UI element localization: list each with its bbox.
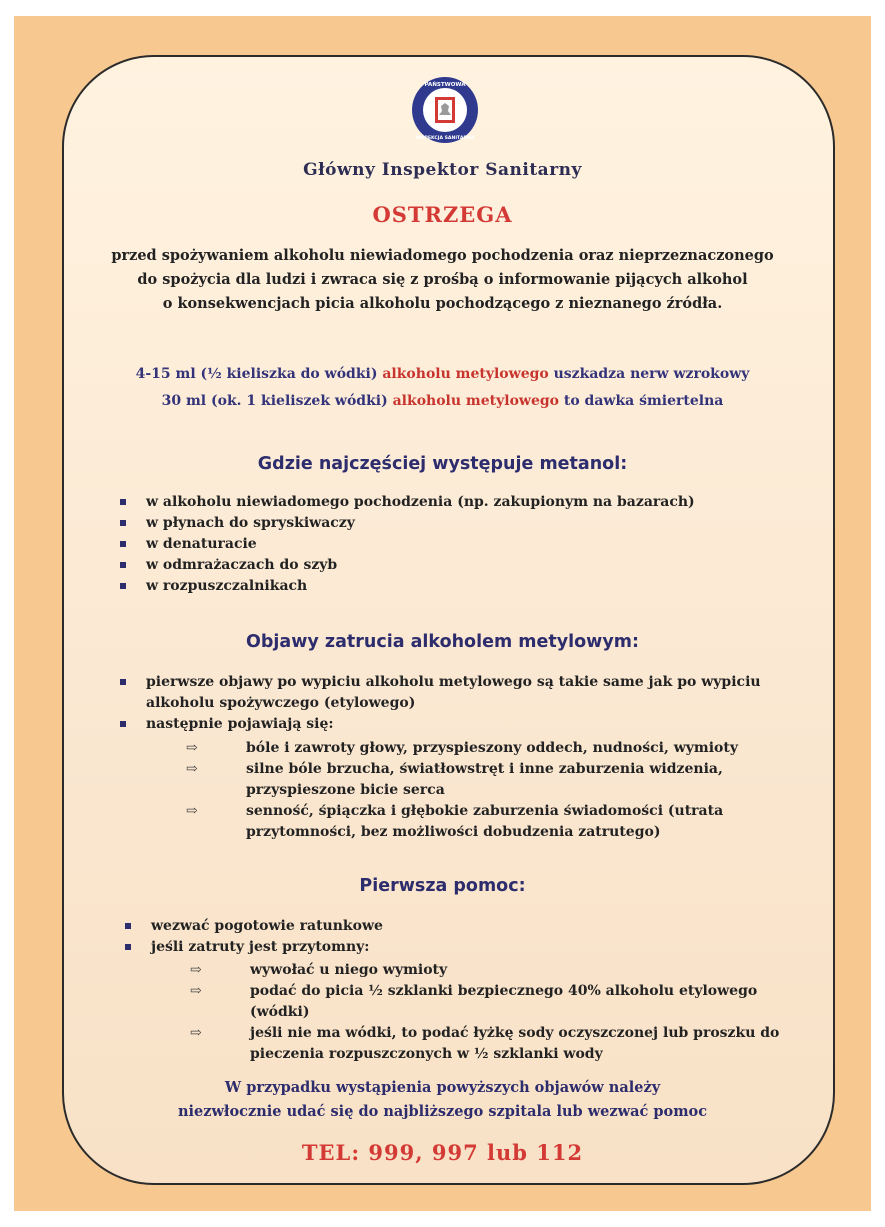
sub-list-item — [150, 1023, 815, 1065]
arrow-right-icon: ⇨ — [190, 1025, 202, 1041]
sub-item-text: wywołać u niego wymioty — [250, 962, 448, 978]
footer-instructions — [0, 1076, 885, 1124]
first-aid-list — [125, 916, 815, 958]
sub-item-text: jeśli nie ma wódki, to podać łyżkę sody oczyszczonej lub proszku do pieczenia rozpuszczonych w ½ szklanki wody — [250, 1025, 780, 1062]
symptoms-list — [120, 672, 810, 735]
arrow-right-icon: ⇨ — [190, 983, 202, 999]
sub-item-text: bóle i zawroty głowy, przyspieszony oddech, nudności, wymioty — [246, 740, 738, 756]
state-sanitary-inspection-logo — [410, 75, 480, 145]
sources-list — [120, 492, 760, 597]
arrow-right-icon: ⇨ — [186, 761, 198, 777]
list-item: w płynach do spryskiwaczy — [120, 513, 760, 534]
sub-list-item — [150, 960, 815, 981]
dose-line-lethal — [0, 393, 885, 409]
footer-line: niezwłocznie udać się do najbliższego szpitala lub wezwać pomoc — [177, 1103, 708, 1120]
section-title-symptoms: Objawy zatrucia alkoholem metylowym: — [246, 632, 639, 652]
list-item: w rozpuszczalnikach — [120, 576, 760, 597]
dose-substance: alkoholu metylowego — [392, 393, 559, 409]
list-item: jeśli zatruty jest przytomny: — [125, 937, 815, 958]
sub-list-item — [146, 801, 816, 843]
dose-line-vision — [0, 366, 885, 382]
warning-heading: OSTRZEGA — [372, 202, 513, 227]
list-item: w odmrażaczach do szyb — [120, 555, 760, 576]
symptoms-sublist — [146, 738, 816, 843]
intro-line: do spożycia dla ludzi i zwraca się z prośbą o informowanie pijących alkohol — [137, 271, 748, 288]
dose-effect: to dawka śmiertelna — [559, 393, 724, 409]
dose-amount: 30 ml (ok. 1 kieliszek wódki) — [161, 393, 393, 409]
dose-amount: 4-15 ml (½ kieliszka do wódki) — [135, 366, 383, 382]
sub-item-text: senność, śpiączka i głębokie zaburzenia świadomości (utrata przytomności, bez możliwości dobudzenia zatrutego) — [246, 803, 724, 840]
first-aid-sublist — [150, 960, 815, 1065]
arrow-right-icon: ⇨ — [186, 740, 198, 756]
logo-text-top: PAŃSTWOWA — [424, 82, 466, 88]
sub-item-text: silne bóle brzucha, światłowstręt i inne zaburzenia widzenia, przyspieszone bicie serca — [246, 761, 723, 798]
dose-effect: uszkadza nerw wzrokowy — [548, 366, 750, 382]
sub-list-item — [150, 981, 815, 1023]
logo-text-bottom: INSPEKCJA SANITARNA — [415, 136, 475, 141]
footer-line: W przypadku wystąpienia powyższych objawów należy — [224, 1079, 661, 1096]
sub-list-item — [146, 738, 816, 759]
list-item: następnie pojawiają się: — [120, 714, 810, 735]
intro-line: o konsekwencjach picia alkoholu pochodzącego z nieznanego źródła. — [162, 295, 723, 312]
intro-line: przed spożywaniem alkoholu niewiadomego pochodzenia oraz nieprzeznaczonego — [111, 247, 774, 264]
sub-list-item — [146, 759, 816, 801]
list-item: w alkoholu niewiadomego pochodzenia (np. zakupionym na bazarach) — [120, 492, 760, 513]
list-item: pierwsze objawy po wypiciu alkoholu metylowego są takie same jak po wypiciu alkoholu spożywczego (etylowego) — [120, 672, 810, 714]
arrow-right-icon: ⇨ — [190, 962, 202, 978]
dose-substance: alkoholu metylowego — [382, 366, 549, 382]
section-title-sources: Gdzie najczęściej występuje metanol: — [257, 454, 628, 474]
arrow-right-icon: ⇨ — [186, 803, 198, 819]
list-item: w denaturacie — [120, 534, 760, 555]
authority-title: Główny Inspektor Sanitarny — [303, 160, 582, 180]
list-item: wezwać pogotowie ratunkowe — [125, 916, 815, 937]
sub-item-text: podać do picia ½ szklanki bezpiecznego 40% alkoholu etylowego (wódki) — [250, 983, 758, 1020]
emergency-phone-numbers: TEL: 999, 997 lub 112 — [301, 1140, 584, 1165]
section-title-first-aid: Pierwsza pomoc: — [359, 876, 526, 896]
intro-paragraph — [0, 244, 885, 316]
